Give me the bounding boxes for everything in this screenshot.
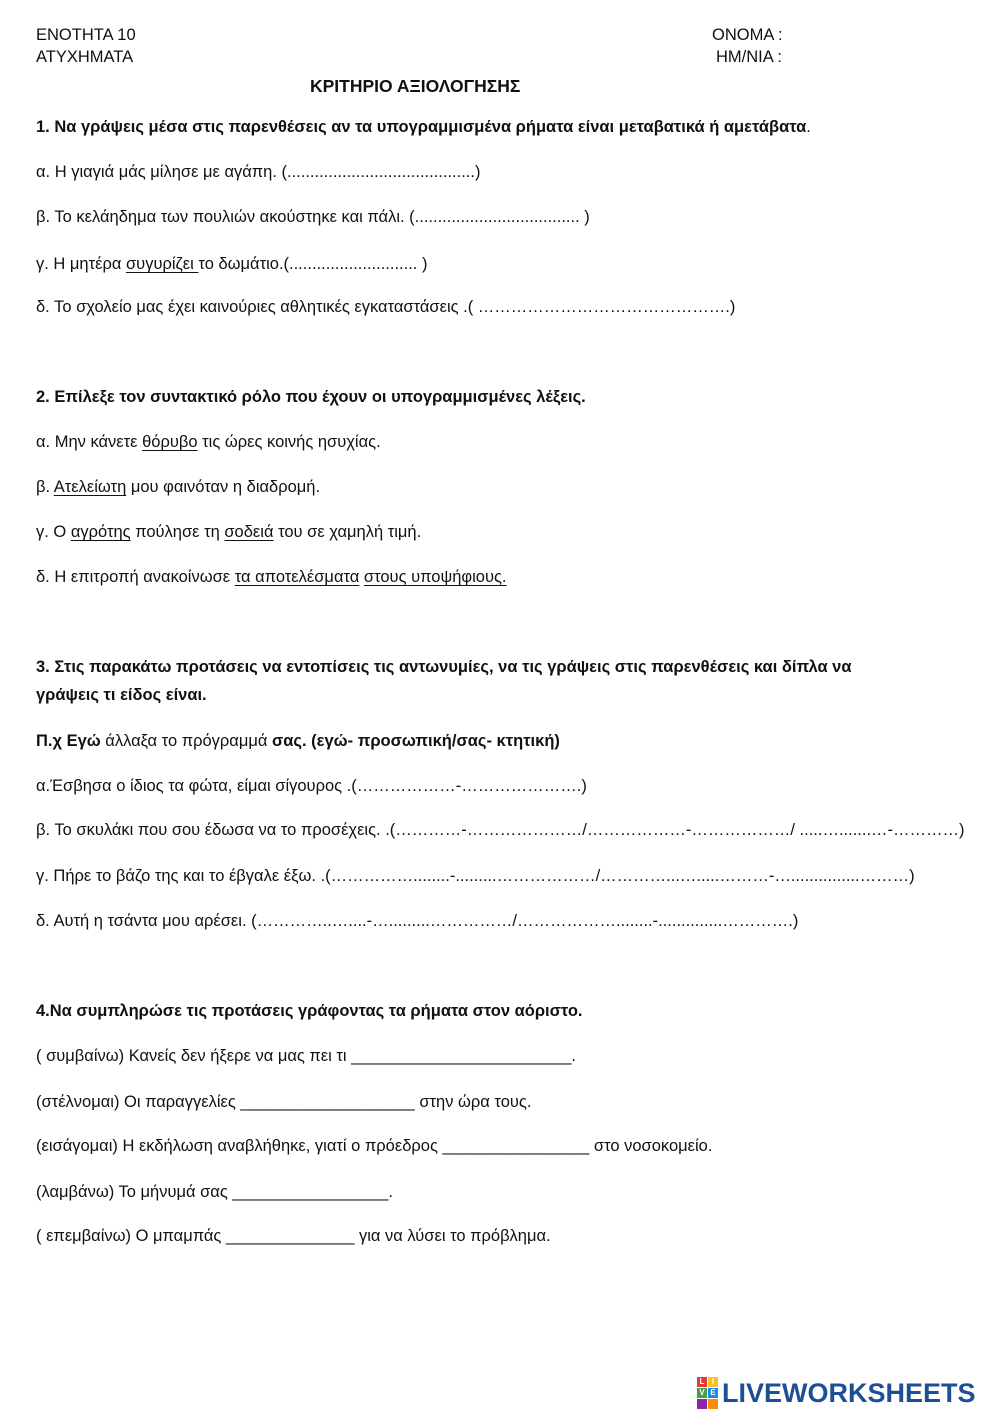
q2-item-a: α. Μην κάνετε θόρυβο τις ώρες κοινής ησυχίας. xyxy=(36,433,381,451)
q4-item-c: (εισάγομαι) Η εκδήλωση αναβλήθηκε, γιατί ο πρόεδρος ________________ στο νοσοκομείο. xyxy=(36,1137,713,1155)
page-title: ΚΡΙΤΗΡΙΟ ΑΞΙΟΛΟΓΗΣΗΣ xyxy=(310,76,521,96)
logo-text: LIVEWORKSHEETS xyxy=(722,1377,976,1408)
underlined-word: στους υποψήφιους. xyxy=(363,568,507,586)
logo-mark-icon: L I V E xyxy=(697,1377,718,1409)
underlined-word: τα αποτελέσματα xyxy=(234,568,360,586)
underlined-word: σοδειά xyxy=(224,523,274,541)
unit-label: ΕΝΟΤΗΤΑ 10 xyxy=(36,26,136,44)
q3-prompt-line1: 3. Στις παρακάτω προτάσεις να εντοπίσεις τις αντωνυμίες, να τις γράψεις στις παρενθέσεις και δίπλα να xyxy=(36,658,852,676)
q2-prompt: 2. Επίλεξε τον συντακτικό ρόλο που έχουν οι υπογραμμισμένες λέξεις. xyxy=(36,388,586,406)
underlined-word: Ατελείωτη xyxy=(53,478,127,496)
q3-example: Π.χ Εγώ άλλαξα το πρόγραμμά σας. (εγώ- προσωπική/σας- κτητική) xyxy=(36,732,560,750)
q4-item-d: (λαμβάνω) Το μήνυμά σας _________________. xyxy=(36,1183,393,1201)
q3-item-c: γ. Πήρε το βάζο της και το έβγαλε έξω. .(……………........-.........………………/…………...….....………-…...............………) xyxy=(36,867,915,885)
q3-item-b: β. Το σκυλάκι που σου έδωσα να το προσέχεις. .(…………-…………………/………………-………………/ .....….......…-…………) xyxy=(36,821,965,839)
q4-item-e: ( επεμβαίνω) Ο μπαμπάς ______________ για να λύσει το πρόβλημα. xyxy=(36,1227,551,1245)
q4-prompt: 4.Να συμπληρώσε τις προτάσεις γράφοντας τα ρήματα στον αόριστο. xyxy=(36,1002,583,1020)
underlined-word: αγρότης xyxy=(70,523,131,541)
q2-item-c: γ. Ο αγρότης πούλησε τη σοδειά του σε χαμηλή τιμή. xyxy=(36,523,422,541)
q1-item-c: γ. Η μητέρα συγυρίζει το δωμάτιο.(............................ ) xyxy=(36,255,428,273)
name-field-label: ΟΝΟΜΑ : xyxy=(712,26,783,44)
q1-prompt: 1. Να γράψεις μέσα στις παρενθέσεις αν τα υπογραμμισμένα ρήματα είναι μεταβατικά ή αμετάβατα. xyxy=(36,118,811,136)
q1-item-d: δ. Το σχολείο μας έχει καινούριες αθλητικές εγκαταστάσεις .( ……………………………………….) xyxy=(36,298,736,316)
q1-item-a: α. Η γιαγιά μάς μίλησε με αγάπη. (.........................................) xyxy=(36,163,481,181)
q3-prompt-line2: γράψεις τι είδος είναι. xyxy=(36,686,207,704)
underlined-verb: συγυρίζει xyxy=(126,255,199,273)
q4-item-b: (στέλνομαι) Οι παραγγελίες ___________________ στην ώρα τους. xyxy=(36,1093,532,1111)
q3-item-d: δ. Αυτή η τσάντα μου αρέσει. (…………..…....-….........……………/………………........-..............………….) xyxy=(36,912,799,930)
q4-item-a: ( συμβαίνω) Κανείς δεν ήξερε να μας πει τι ________________________. xyxy=(36,1047,577,1065)
liveworksheets-logo xyxy=(697,1376,976,1410)
underlined-word: θόρυβο xyxy=(142,433,198,451)
topic-label: ΑΤΥΧΗΜΑΤΑ xyxy=(36,48,134,66)
q2-item-b: β. Ατελείωτη μου φαινόταν η διαδρομή. xyxy=(36,478,321,496)
date-field-label: ΗΜ/ΝΙΑ : xyxy=(716,48,783,66)
q2-item-d: δ. Η επιτροπή ανακοίνωσε τα αποτελέσματα στους υποψήφιους. xyxy=(36,568,507,586)
q1-item-b: β. Το κελάηδημα των πουλιών ακούστηκε και πάλι. (.................................... ) xyxy=(36,208,590,226)
q3-item-a: α.Έσβησα ο ίδιος τα φώτα, είμαι σίγουρος .(………………-………………….) xyxy=(36,777,587,795)
